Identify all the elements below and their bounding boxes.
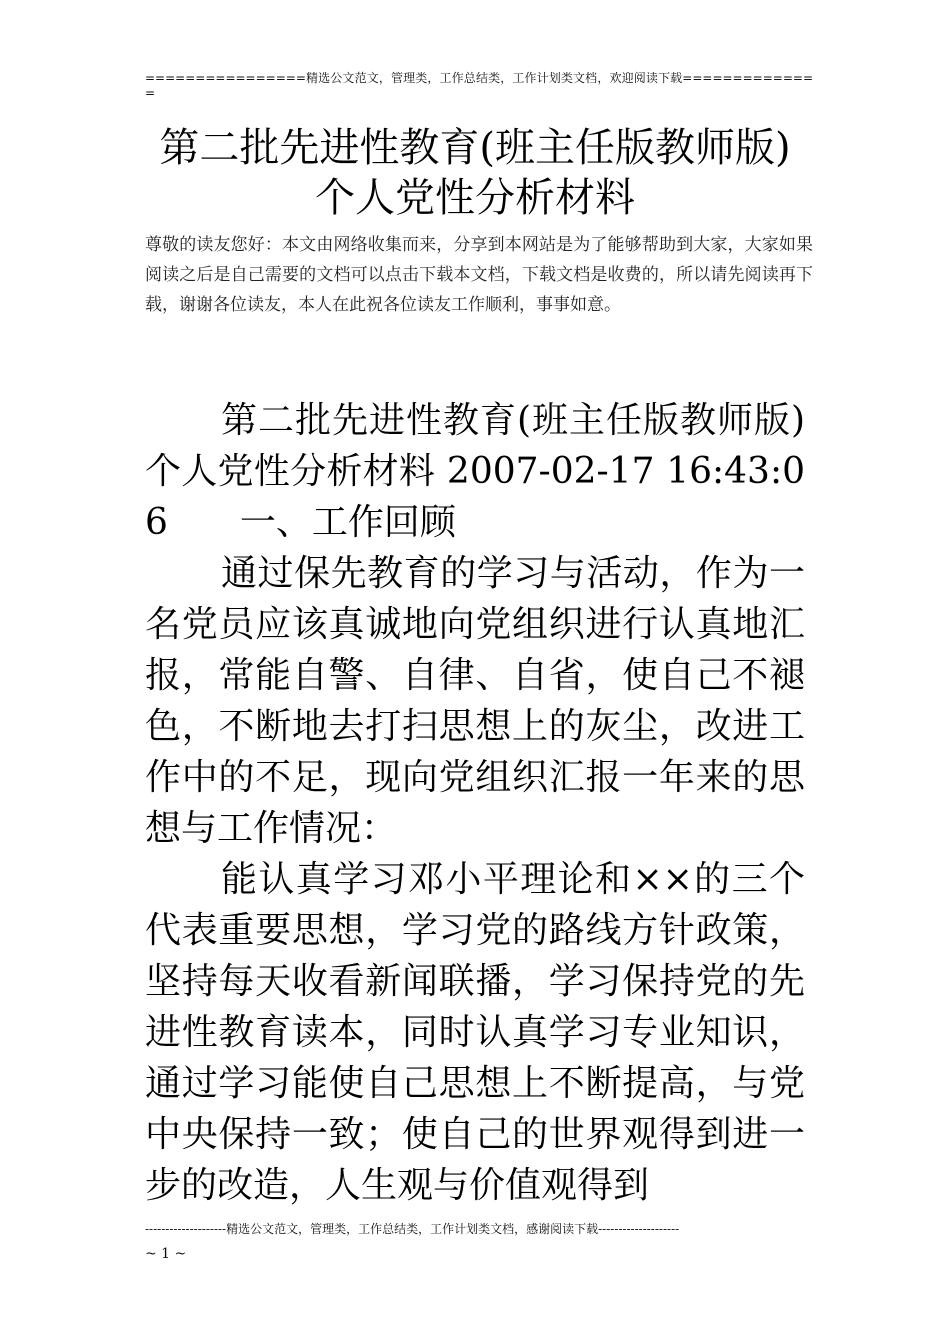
reader-notice: 尊敬的读友您好：本文由网络收集而来，分享到本网站是为了能够帮助到大家，大家如果阅读之后是自己需要的文档可以点击下载本文档，下载文档是收费的，所以请先阅读再下载，谢谢各位读友，本人在此祝各位读友工作顺利，事事如意。 (145, 235, 813, 315)
header-banner: ================精选公文范文，管理类，工作总结类，工作计划类文档，欢迎阅读下载============= (145, 71, 813, 85)
page-number: ~ 1 ~ (145, 1246, 187, 1262)
document-body (145, 395, 805, 1211)
body-paragraph-3: 能认真学习邓小平理论和××的三个代表重要思想，学习党的路线方针政策，坚持每天收看新闻联播，学习保持党的先进性教育读本，同时认真学习专业知识，通过学习能使自己思想上不断提高，与党中央保持一致；使自己的世界观得到进一步的改造，人生观与价值观得到 (145, 859, 805, 1206)
header-banner-tail: = (145, 86, 156, 100)
title-line-1: 第二批先进性教育(班主任版教师版) (159, 125, 791, 171)
body-paragraph-1: 第二批先进性教育(班主任版教师版)个人党性分析材料 2007-02-17 16:43:06 一、工作回顾 (145, 400, 805, 543)
footer-banner: --------------------精选公文范文，管理类，工作总结类，工作计划类文档，感谢阅读下载-------------------- (145, 1222, 680, 1236)
document-title (120, 123, 830, 223)
body-paragraph-2: 通过保先教育的学习与活动，作为一名党员应该真诚地向党组织进行认真地汇报，常能自警、自律、自省，使自己不褪色，不断地去打扫思想上的灰尘，改进工作中的不足，现向党组织汇报一年来的思想与工作情况： (145, 553, 805, 849)
title-line-2: 个人党性分析材料 (315, 175, 635, 221)
